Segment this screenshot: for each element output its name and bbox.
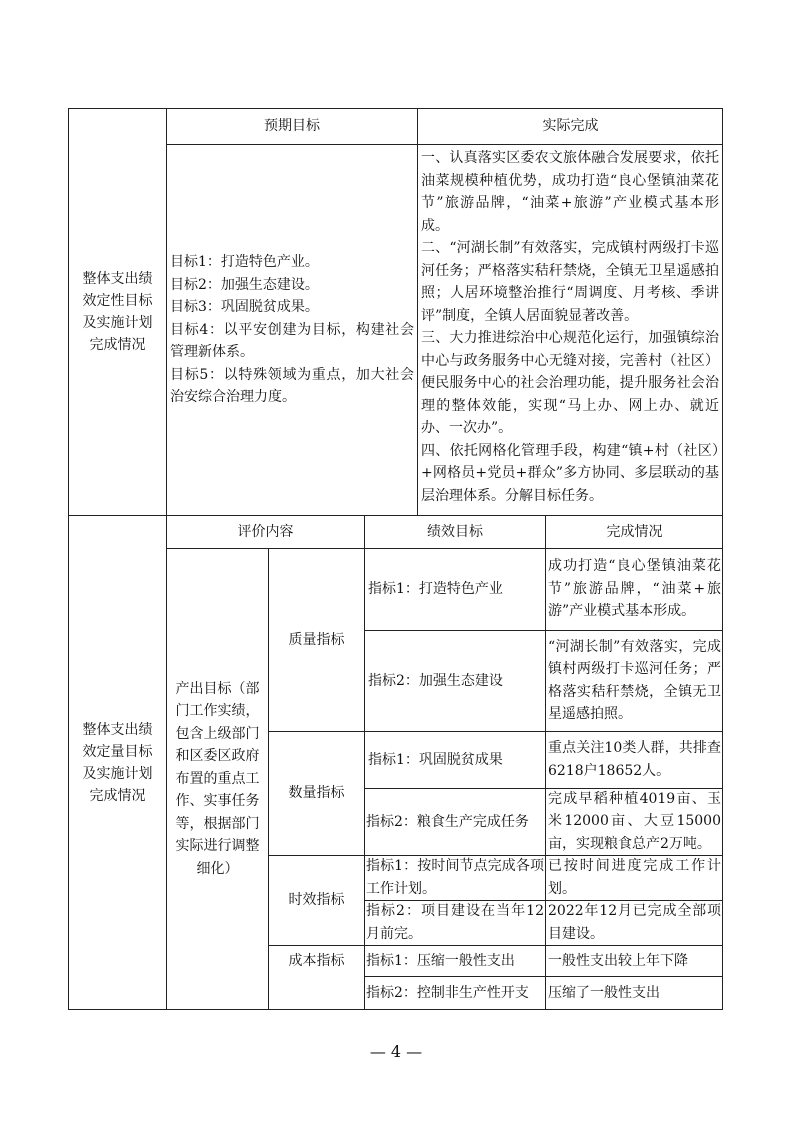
- indicator-completion: 压缩了一般性支出: [548, 985, 660, 1001]
- divider: [417, 144, 418, 516]
- quantitative-label: 整体支出绩效定量目标及实施计划完成情况: [82, 721, 153, 804]
- goal-item: 目标1：打造特色产业。: [170, 254, 319, 271]
- indicator-target: 指标1：巩固脱贫成果: [368, 751, 503, 768]
- indicator-target: 指标1：按时间节点完成各项工作计划。: [366, 858, 544, 897]
- evaluation-content-header: 评价内容: [237, 523, 294, 540]
- cost-indicator-label: 成本指标: [288, 952, 345, 969]
- timeliness-indicator-label: 时效指标: [288, 892, 345, 908]
- actual-item: 一、认真落实区委农文旅体融合发展要求，依托油菜规模种植优势，成功打造“良心堡镇油菜花节”旅游品牌，“油菜+旅游”产业模式基本形成。: [421, 150, 719, 234]
- goal-item: 目标4：以平安创建为目标，构建社会管理新体系。: [170, 321, 414, 361]
- actual-completion-text: [419, 147, 721, 507]
- expected-goals-header: 预期目标: [264, 118, 320, 134]
- actual-item: 二、“河湖长制”有效落实，完成镇村两级打卡巡河任务；严格落实秸秆禁烧，全镇无卫星遥感拍照；人居环境整治推行“周调度、月考核、季讲评”制度，全镇人居面貌显著改善。: [421, 240, 719, 324]
- goal-item: 目标3：巩固脱贫成果。: [170, 299, 319, 316]
- expected-goals-list: [168, 144, 416, 516]
- indicator-completion: 2022年12月已完成全部项目建设。: [548, 903, 721, 942]
- completion-status-header: 完成情况: [606, 523, 663, 540]
- quality-indicator-label: 质量指标: [288, 631, 345, 648]
- indicator-completion: 成功打造“良心堡镇油菜花节”旅游品牌，“油菜+旅游”产业模式基本形成。: [548, 558, 721, 620]
- actual-item: 三、大力推进综治中心规范化运行，加强镇综治中心与政务服务中心无缝对接，完善村（社区）便民服务中心的社会治理功能，提升服务社会治理的整体效能，实现“马上办、网上办、就近办、一次办”。: [421, 330, 719, 436]
- indicator-completion: 完成早稻种植4019亩、玉米12000亩、大豆15000亩，实现粮食总产2万吨。: [548, 790, 721, 852]
- indicator-target: 指标2：控制非生产性开支: [366, 985, 529, 1001]
- qualitative-label: 整体支出绩效定性目标及实施计划完成情况: [82, 271, 153, 353]
- actual-completion-header: 实际完成: [542, 118, 599, 134]
- indicator-target: 指标1：压缩一般性支出: [366, 952, 515, 969]
- goal-item: 目标5：以特殊领域为重点，加大社会治安综合治理力度。: [170, 366, 414, 406]
- indicator-completion: 一般性支出较上年下降: [548, 952, 688, 969]
- performance-target-header: 绩效目标: [427, 523, 483, 540]
- indicator-completion: “河湖长制”有效落实，完成镇村两级打卡巡河任务；严格落实秸秆禁烧，全镇无卫星遥感拍照。: [548, 638, 721, 722]
- indicator-target: 指标1：打造特色产业: [368, 581, 503, 597]
- goal-item: 目标2：加强生态建设。: [170, 276, 319, 293]
- output-goal-label: 产出目标（部门工作实绩，包含上级部门和区委区政府布置的重点工作、实事任务等，根据部门实际进行调整细化）: [175, 680, 260, 877]
- indicator-completion: 已按时间进度完成工作计划。: [548, 858, 721, 897]
- indicator-target: 指标2：粮食生产完成任务: [366, 813, 529, 830]
- actual-item: 四、依托网格化管理手段，构建“镇+村（社区）+网格员+党员+群众”多方协同、多层联动的基层治理体系。分解目标任务。: [421, 442, 719, 504]
- indicator-target: 指标2：项目建设在当年12月前完。: [366, 903, 544, 942]
- indicator-completion: 重点关注10类人群，共排查6218户18652人。: [548, 740, 721, 779]
- page-number: — 4 —: [369, 1042, 423, 1061]
- quantity-indicator-label: 数量指标: [288, 785, 345, 801]
- indicator-target: 指标2：加强生态建设: [368, 672, 503, 689]
- divider: [166, 108, 167, 516]
